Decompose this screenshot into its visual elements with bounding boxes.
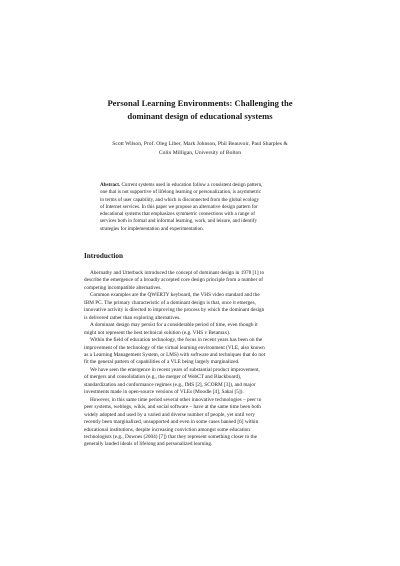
author-block: [60, 140, 340, 157]
body-line: Abernathy and Utterback introduced the concept of dominant design in 1978 [1] to: [90, 270, 265, 276]
body-text: [84, 270, 318, 449]
abstract-label: Abstract.: [100, 182, 121, 188]
body-line: peer systems, weblogs, wikis, and social software – have at the same time been both: [84, 404, 261, 411]
abstract: [100, 182, 300, 233]
section-heading: Introduction: [84, 252, 124, 260]
body-line: technologists (e.g., Downes (2004) [7]) that they represent something closer to the: [84, 433, 257, 440]
body-line: However, in this same time period several other innovative technologies – peer to: [90, 396, 262, 403]
abstract-text: Current systems used in education follow a consistent design pattern,: [120, 182, 263, 188]
abstract-line: of Internet services. In this paper we propose an alternative design pattern for: [100, 203, 258, 210]
abstract-line: educational systems that emphasizes symmetric connections with a range of: [100, 211, 255, 218]
paper-title: [60, 97, 340, 123]
body-line: competing incompatible alternatives.: [84, 284, 162, 291]
abstract-line: services both in formal and informal learning, work, and leisure, and identify: [100, 218, 258, 225]
body-line: describe the emergence of a broadly accepted core design principle from a number of: [84, 277, 264, 284]
body-line: as a Learning Management System, or LMS) with software and techniques that do not: [84, 351, 266, 358]
body-line: might not represent the best technical solution (e.g. VHS v Betamax).: [84, 329, 231, 336]
author-line: Scott Wilson, Prof. Oleg Liber, Mark Johnson, Phil Beauvoir, Paul Sharples &: [112, 141, 288, 147]
abstract-line: in terms of user capability, and which is disconnected from the global ecology: [100, 196, 260, 203]
abstract-line: strategies for implementation and experimentation.: [100, 225, 204, 232]
body-line: recently been marginalized, unsupported and even in some cases banned [6] within: [84, 419, 259, 426]
body-line: A dominant design may persist for a considerable period of time, even though it: [90, 322, 258, 329]
body-line: fit the general pattern of capabilities of a VLE being largely marginalized.: [84, 359, 240, 366]
body-line: Common examples are the QWERTY keyboard, the VHS video standard and the: [90, 292, 260, 299]
title-line: Personal Learning Environments: Challenging the: [107, 98, 293, 108]
body-line: of mergers and consolidation (e.g., the merger of WebCT and Blackboard),: [84, 374, 242, 381]
body-line: standardization and conformance regimes (e.g., IMS [2], SCORM [3]), and major: [84, 381, 256, 388]
body-line: innovative activity is directed to improving the process by which the dominant design: [84, 307, 265, 314]
body-line: is delivered rather than exploring alternatives.: [84, 314, 181, 321]
title-line: dominant design of educational systems: [127, 111, 273, 121]
body-line: IBM PC. The primary characteristic of a dominant design is that, once it emerges,: [84, 299, 256, 306]
body-line: generally lauded ideals of lifelong and personalized learning.: [84, 441, 213, 448]
abstract-line: one that is not supportive of lifelong learning or personalization, is asymmetric: [100, 189, 261, 196]
body-line: widely adopted and used by a varied and diverse number of people, yet until very: [84, 411, 256, 418]
body-line: improvement of the technology of the virtual learning environment (VLE, also known: [84, 344, 265, 351]
body-line: Within the field of education technology, the focus in recent years has been on the: [90, 337, 263, 344]
body-line: educational institutions, despite increasing conviction amongst some education: [84, 426, 250, 433]
author-line: Colin Milligan, University of Bolton: [158, 149, 242, 156]
body-line: We have seen the emergence in recent years of substantial product improvement,: [90, 366, 260, 373]
body-line: investments made in open-source versions of VLEs (Moodle [4], Sakai [5]).: [84, 389, 244, 396]
